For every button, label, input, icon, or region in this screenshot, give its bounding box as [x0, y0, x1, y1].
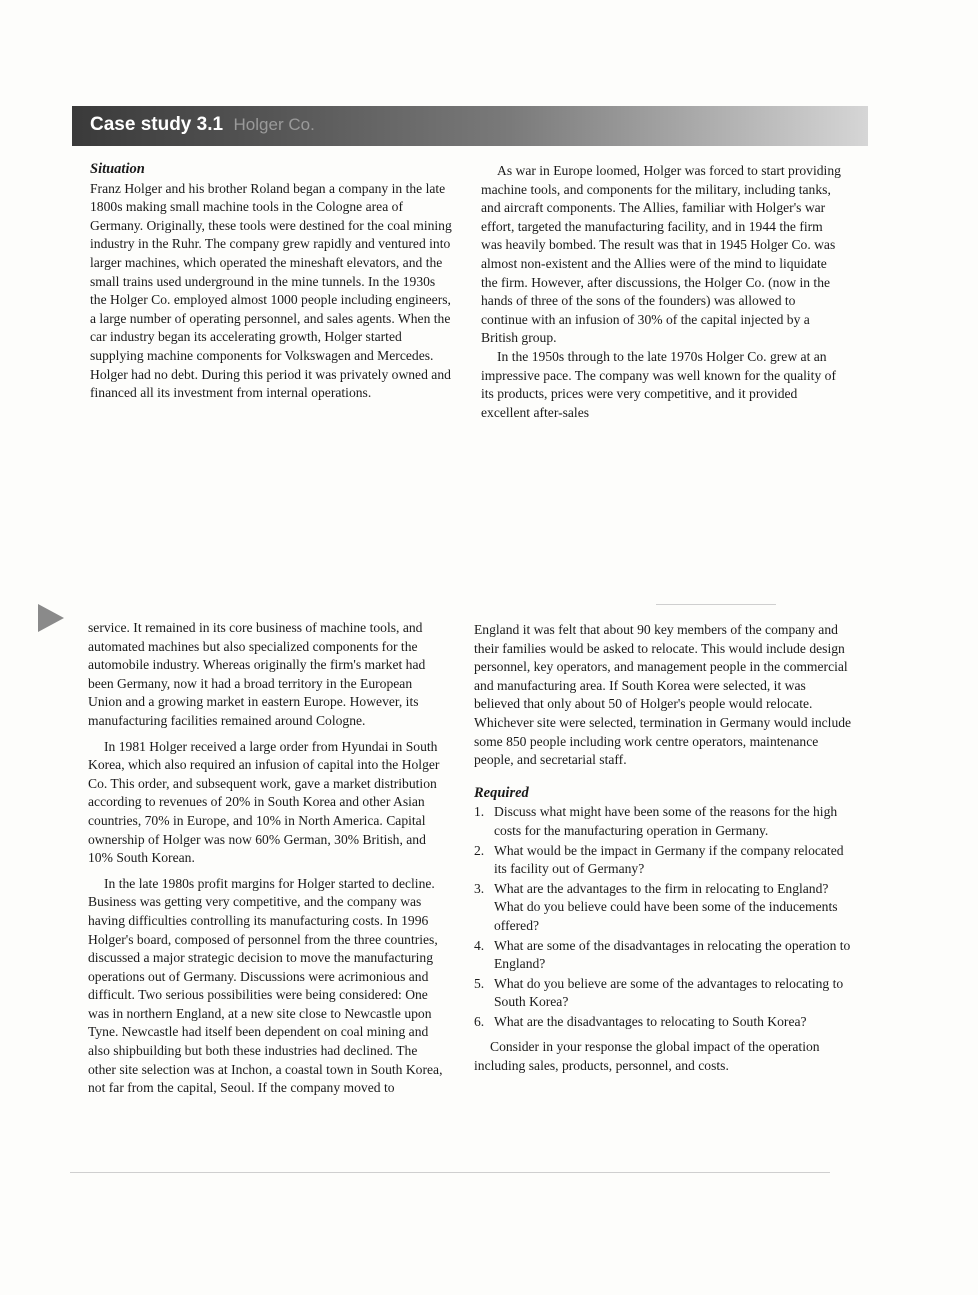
lower-left-column [88, 619, 448, 1098]
question-list [474, 803, 852, 1031]
case-study-subtitle: Holger Co. [233, 115, 315, 134]
case-study-banner [72, 106, 868, 146]
question-item: 6. What are the disadvantages to relocating to South Korea? [474, 1013, 807, 1029]
page-divider [656, 604, 776, 605]
service-paragraph: service. It remained in its core business of machine tools, and automated machines but also specialized components for the automobile industry. Whereas originally the firm's market had been Germany, now it had a broad territory in the European Union and a growing market in eastern Europe. However, its manufacturing facilities remained around Cologne. [88, 620, 426, 728]
situation-heading: Situation [90, 161, 145, 177]
war-paragraph: As war in Europe loomed, Holger was forced to start providing machine tools, and components for the military, including tanks, and aircraft components. The Allies, familiar with Holger's war effort, targeted the manufacturing facility, and in 1944 the firm was heavily bombed. The result was that in 1945 Holger Co. was almost non-existent and the Allies were of the mind to liquidate the firm. However, after discussions, the Holger Co. (now in the hands of three of the sons of the founders) was allowed to continue with an infusion of 30% of the capital injected by a British group. [481, 163, 841, 346]
situation-paragraph-1: Franz Holger and his brother Roland began a company in the late 1800s making small machine tools in the Cologne area of Germany. Originally, these tools were destined for the coal mining industry in the Ruhr. The company grew rapidly and ventured into larger machines, which operated the mineshaft elevators, and the small trains used underground in the mine tunnels. In the 1930s the Holger Co. employed almost 1000 people including engineers, a large number of operating personnel, and sales agents. When the car industry began its accelerating growth, Holger started supplying machine components for Volkswagen and Mercedes. Holger had no debt. During this period it was privately owned and financed all its investment from internal operations. [90, 180, 452, 401]
closing-paragraph: Consider in your response the global impact of the operation including sales, products, personnel, and costs. [474, 1039, 820, 1074]
hyundai-paragraph: In 1981 Holger received a large order from Hyundai in South Korea, which also required an infusion of capital into the Holger Co. This order, and subsequent work, gave a market distribution according to revenues of 20% in South Korea and other Asian countries, 70% in Europe, and 10% in North America. Capital ownership of Holger was now 60% German, 30% British, and 10% South Korean. [88, 738, 440, 866]
question-item: 5. What do you believe are some of the advantages to relocating to South Korea? [474, 975, 844, 1010]
question-item: 4. What are some of the disadvantages in relocating the operation to England? [474, 937, 851, 972]
bottom-rule [70, 1172, 830, 1173]
question-item: 3. What are the advantages to the firm in relocating to England? What do you believe could have been some of the inducements offered? [474, 880, 838, 933]
situation-left-column [90, 160, 452, 403]
lower-right-column [474, 621, 852, 1076]
case-study-title: Case study 3.1 [90, 114, 224, 135]
required-heading: Required [474, 784, 529, 801]
question-item: 1. Discuss what might have been some of the reasons for the high costs for the manufacturing operation in Germany. [474, 804, 838, 838]
arrow-marker-icon [38, 604, 64, 632]
situation-right-column [481, 162, 843, 422]
relocation-paragraph: England it was felt that about 90 key members of the company and their families would be asked to relocate. This would include design personnel, key operators, and management people in the commercial and manufacturing area. If South Korea were selected, it was believed that only about 50 of Holger's people would relocate. Whichever site were selected, termination in Germany would include some 850 people including work centre operators, maintenance people, and secretarial staff. [474, 622, 852, 768]
question-item: 2. What would be the impact in Germany if the company relocated its facility out of Germany? [474, 842, 844, 877]
growth-paragraph: In the 1950s through to the late 1970s Holger Co. grew at an impressive pace. The company was well known for the quality of its products, prices were very competitive, and it provided excellent after-sales [481, 348, 836, 420]
decline-paragraph: In the late 1980s profit margins for Holger started to decline. Business was getting very competitive, and the company was having difficulties controlling its manufacturing costs. In 1996 Holger's board, composed of personnel from the three countries, discussed a major strategic decision to move the manufacturing operations out of Germany. Discussions were acrimonious and difficult. Two serious possibilities were being considered: One was in northern England, at a new site close to Newcastle upon Tyne. Newcastle had itself been dependent on coal mining and also shipbuilding but both these industries had declined. The other site selection was at Inchon, a coastal town in South Korea, not far from the capital, Seoul. If the company moved to [88, 875, 443, 1096]
